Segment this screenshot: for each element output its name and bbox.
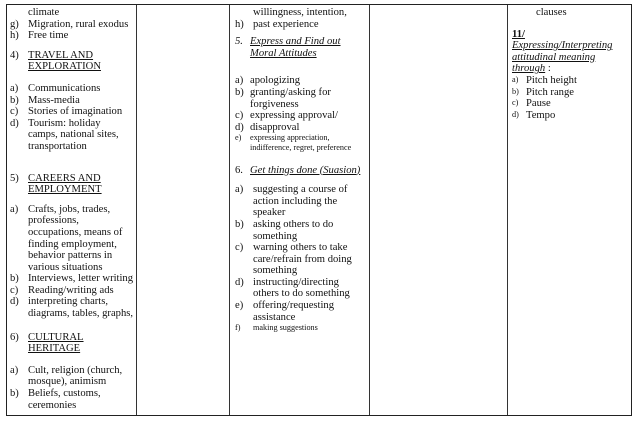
section-heading: 4) TRAVEL AND EXPLORATION — [10, 49, 101, 73]
list-item-text: willingness, intention, — [253, 7, 347, 18]
section-heading: 5. Express and Find out Moral Attitudes — [235, 36, 341, 59]
list-item: a) apologizing — [235, 75, 301, 87]
list-item: b) Beliefs, customs, ceremonies — [10, 388, 101, 411]
list-item: c) Stories of imagination — [10, 106, 123, 118]
curriculum-table — [6, 4, 632, 416]
list-item: d) Tourism: holiday camps, national sites, transportation — [10, 117, 119, 152]
list-item: b) granting/asking for forgiveness — [235, 86, 331, 110]
column-divider — [136, 5, 137, 415]
list-item: d) disapproval — [235, 121, 300, 133]
column-divider — [369, 5, 370, 415]
list-item: c) warning others to take care/refrain from doing something — [235, 242, 352, 277]
list-item: a) Communications — [10, 82, 101, 94]
list-item-text: climate — [28, 7, 60, 18]
list-item: h) past experience — [235, 18, 319, 30]
list-item: c) expressing approval/ — [235, 110, 338, 122]
section-heading: 6) CULTURAL HERITAGE — [10, 331, 84, 355]
list-item: d) interpreting charts, diagrams, tables, graphs, — [10, 296, 134, 320]
list-item: b) asking others to do something — [235, 218, 334, 242]
list-item: c) Reading/writing ads — [10, 284, 114, 296]
section-heading: 6. Get things done (Suasion) — [235, 164, 361, 176]
column-divider — [507, 5, 508, 415]
column-divider — [229, 5, 230, 415]
list-item: f) making suggestions — [235, 323, 318, 333]
list-item: b) Interviews, letter writing — [10, 273, 134, 285]
list-item: d) Tempo — [512, 109, 556, 121]
section-heading: 5) CAREERS AND EMPLOYMENT — [10, 172, 102, 196]
functions-column — [235, 7, 367, 333]
list-item: e) offering/requesting assistance — [235, 300, 334, 323]
list-item: d) instructing/directing others to do something — [235, 276, 350, 300]
list-item: g) Migration, rural exodus — [10, 18, 129, 30]
list-item: a) Crafts, jobs, trades, professions, occupations, means of finding employment, behavior patterns in various situations — [10, 203, 123, 273]
intonation-column — [512, 7, 630, 121]
list-item: h) Free time — [10, 30, 69, 42]
list-item: a) Pitch height — [512, 74, 577, 86]
list-item-text: clauses — [536, 7, 567, 18]
list-item: a) Cult, religion (church, mosque), animism — [10, 364, 123, 388]
list-item: a) suggesting a course of action including the speaker — [235, 184, 348, 219]
list-item: c) Pause — [512, 98, 551, 110]
section-heading: 11/ Expressing/Interpreting attitudinal meaning through : — [512, 28, 613, 75]
list-item: b) Mass-media — [10, 94, 80, 106]
list-item: e) expressing appreciation, indifference, regret, preference — [235, 133, 352, 152]
topics-column — [10, 7, 134, 411]
list-item: b) Pitch range — [512, 86, 574, 98]
